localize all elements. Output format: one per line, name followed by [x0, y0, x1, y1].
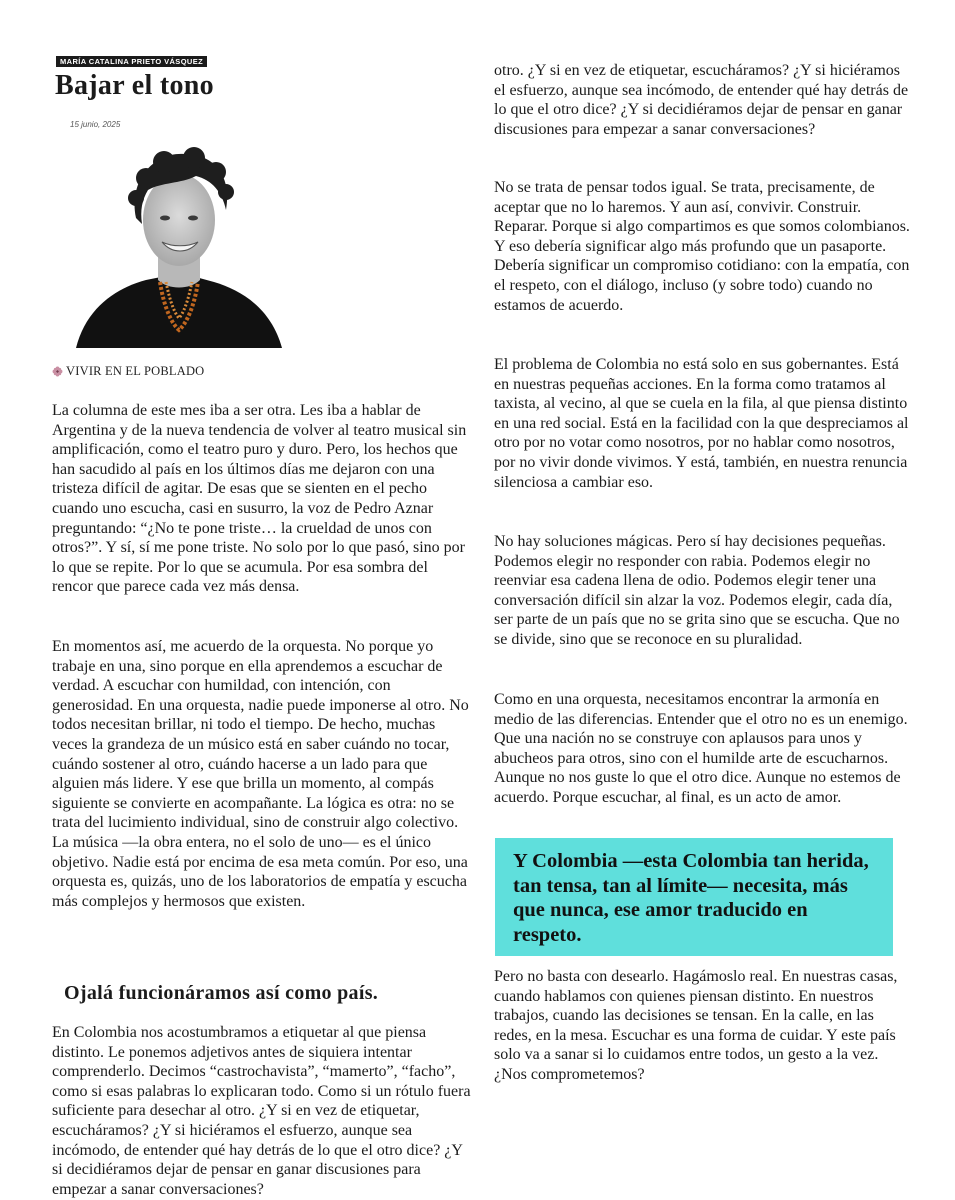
section-label: [52, 364, 204, 379]
publish-date: 15 junio, 2025: [70, 120, 121, 129]
paragraph-3-part-1: En Colombia nos acostumbramos a etiquetar al que piensa distinto. Le ponemos adjetivos antes de siquiera intentar comprenderlo. Decimos “castrochavista”, “mamerto”, “facho”, como si esas palabras lo explicaran todo. Como si un rótulo fuera suficiente para desechar al otro. ¿Y si en vez de etiquetar, escucháramos? ¿Y si hiciéramos el esfuerzo, aunque sea incómodo, de entender qué hay detrás de lo que el otro dice? ¿Y si decidiéramos dejar de pensar en ganar discusiones para empezar a sanar conversaciones?: [52, 1024, 471, 1198]
subheading: Ojalá funcionáramos así como país.: [64, 982, 379, 1004]
author-name-tag: MARÍA CATALINA PRIETO VÁSQUEZ: [56, 56, 207, 67]
article-title: Bajar el tono: [55, 70, 214, 101]
paragraph-6: No hay soluciones mágicas. Pero sí hay decisiones pequeñas. Podemos elegir no responder con rabia. Podemos elegir no reenviar esa cadena llena de odio. Podemos elegir tener una conversación difícil sin alzar la voz. Podemos elegir, cada día, ser parte de un país que no se grita sino que se escucha. Que no se divide, sino que se reconoce en su pluralidad.: [494, 533, 900, 648]
paragraph-4: No se trata de pensar todos igual. Se trata, precisamente, de aceptar que no lo haremos. Y aun así, convivir. Construir. Reparar. Porque si algo compartimos es que somos colombianos. Y eso debería significar algo más profundo que un pasaporte. Debería significar un compromiso cotidiano: con la empatía, con el respeto, con el diálogo, incluso (y sobre todo) cuando no estamos de acuerdo.: [494, 179, 910, 314]
section-name: VIVIR EN EL POBLADO: [66, 364, 205, 378]
pull-quote-text: Y Colombia —esta Colombia tan herida, tan tensa, tan al límite— necesita, más que nunca, ese amor traducido en respeto.: [513, 850, 869, 946]
author-portrait: [76, 148, 282, 348]
paragraph-7: Como en una orquesta, necesitamos encontrar la armonía en medio de las diferencias. Entender que el otro no es un enemigo. Que una nación no se construye con aplausos para unos y abucheos para otros, sino con el humilde arte de escucharnos. Aunque no nos guste lo que el otro dice. Aunque no estemos de acuerdo. Porque escuchar, al final, es un acto de amor.: [494, 691, 908, 806]
paragraph-1: La columna de este mes iba a ser otra. Les iba a hablar de Argentina y de la nueva tendencia de volver al teatro musical sin amplificación, como el teatro puro y duro. Pero, los hechos que han sacudido al país en los últimos días me dejaron con una tristeza difícil de agitar. De esas que se sienten en el pecho cuando uno escucha, casi en susurro, la voz de Pedro Aznar preguntando: “¿No te pone triste… la crueldad de unos con otros?”. Y sí, sí me pone triste. No solo por lo que pasó, sino por lo que se repite. Por lo que se acumula. Por esa sombra del rencor que parece cada vez más densa.: [52, 402, 467, 596]
pull-quote: [495, 838, 893, 956]
paragraph-8: Pero no basta con desearlo. Hagámoslo real. En nuestras casas, cuando hablamos con quienes piensan distinto. En nuestros trabajos, cuando las decisiones se tensan. En la calle, en las redes, en la mesa. Escuchar es una forma de cuidar. Y este país solo va a sanar si lo cuidamos entre todos, un gesto a la vez. ¿Nos comprometemos?: [494, 968, 898, 1083]
paragraph-2: En momentos así, me acuerdo de la orquesta. No porque yo trabaje en una, sino porque en ella aprendemos a escuchar de verdad. A escuchar con humildad, con intención, con generosidad. En una orquesta, nadie puede imponerse al otro. No todos necesitan brillar, ni todo el tiempo. De hecho, muchas veces la grandeza de un músico está en saber cuándo no tocar, cuándo sostener al otro, cuándo hacerse a un lado para que alguien más lidere. Y ese que brilla un momento, al compás siguiente se convierte en acompañante. La lógica es otra: no se trata del lucimiento individual, sino de construir algo colectivo. La música —la obra entera, no el solo de uno— es el único objetivo. Nadie está por encima de esa meta común. Por eso, una orquesta es, quizás, uno de los laboratorios de empatía y escucha más complejos y hermosos que existen.: [52, 638, 469, 910]
paragraph-3-continued: otro. ¿Y si en vez de etiquetar, escucháramos? ¿Y si hiciéramos el esfuerzo, aunque sea incómodo, de entender qué hay detrás de lo que el otro dice? ¿Y si decidiéramos dejar de pensar en ganar discusiones para empezar a sanar conversaciones?: [494, 62, 909, 138]
flower-icon: [52, 366, 63, 377]
paragraph-5: El problema de Colombia no está solo en sus gobernantes. Está en nuestras pequeñas acciones. En la forma como tratamos al taxista, al vecino, al que se cuela en la fila, al que piensa distinto en una red social. Está en la facilidad con la que despreciamos al otro por no votar como nosotros, por no hablar como nosotros, por no vivir donde vivimos. Y está, también, en nuestra renuncia silenciosa a cambiar eso.: [494, 356, 909, 491]
